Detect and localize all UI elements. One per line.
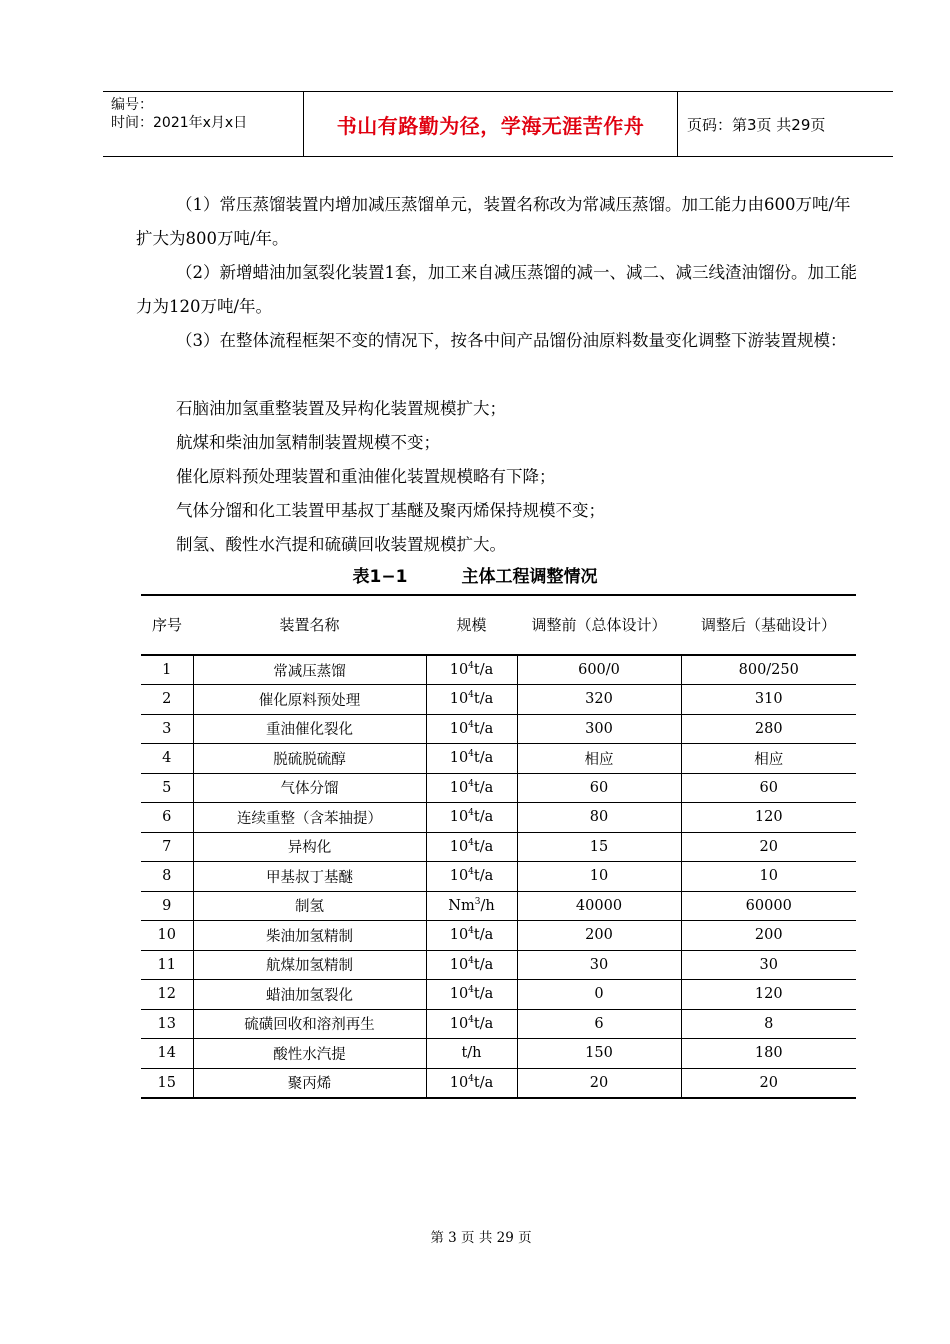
scale-base: 10: [449, 868, 469, 885]
scale-exponent: 3: [474, 896, 481, 907]
table-row: [141, 1009, 856, 1039]
cell-before: 30: [517, 950, 681, 980]
cell-after: 800/250: [681, 655, 856, 685]
cell-scale: [426, 862, 517, 892]
cell-no: 9: [141, 891, 193, 921]
scale-base: Nm: [448, 897, 475, 914]
scale-base: 10: [449, 986, 469, 1003]
cell-no: 11: [141, 950, 193, 980]
cell-before: 40000: [517, 891, 681, 921]
scale-exponent: 4: [468, 926, 474, 937]
table-row: [141, 1068, 856, 1098]
scale-base: 10: [449, 809, 469, 826]
table-row: [141, 921, 856, 951]
header-meta: [111, 96, 247, 132]
list-item: 制氢、酸性水汽提和硫磺回收装置规模扩大。: [176, 535, 506, 554]
scale-base: 10: [449, 1015, 469, 1032]
cell-scale: [426, 744, 517, 774]
table-row: [141, 950, 856, 980]
cell-name: 航煤加氢精制: [193, 950, 426, 980]
cell-no: 6: [141, 803, 193, 833]
cell-before: 10: [517, 862, 681, 892]
cell-scale: [426, 832, 517, 862]
cell-scale: [426, 655, 517, 685]
cell-scale: [426, 773, 517, 803]
cell-name: 连续重整（含苯抽提）: [193, 803, 426, 833]
cell-after: 60: [681, 773, 856, 803]
table-row: [141, 891, 856, 921]
cell-before: 15: [517, 832, 681, 862]
table-row: [141, 1039, 856, 1069]
cell-after: 120: [681, 980, 856, 1010]
cell-after: 180: [681, 1039, 856, 1069]
cell-before: 300: [517, 714, 681, 744]
cell-scale: [426, 685, 517, 715]
cell-scale: [426, 803, 517, 833]
table-row: [141, 803, 856, 833]
table-body: [141, 655, 856, 1098]
scale-unit: t/a: [473, 691, 494, 708]
cell-no: 3: [141, 714, 193, 744]
cell-name: 气体分馏: [193, 773, 426, 803]
cell-after: 200: [681, 921, 856, 951]
scale-base: 10: [449, 750, 469, 767]
scale-unit: t/a: [473, 750, 494, 767]
cell-before: 200: [517, 921, 681, 951]
cell-scale: [426, 714, 517, 744]
cell-no: 15: [141, 1068, 193, 1098]
table-row: [141, 832, 856, 862]
cell-name: 常减压蒸馏: [193, 655, 426, 685]
scale-exponent: 4: [468, 749, 474, 760]
cell-before: 60: [517, 773, 681, 803]
scale-exponent: 4: [468, 778, 474, 789]
cell-no: 4: [141, 744, 193, 774]
scale-base: 10: [449, 838, 469, 855]
cell-no: 14: [141, 1039, 193, 1069]
table-row: [141, 744, 856, 774]
cell-before: 150: [517, 1039, 681, 1069]
cell-after: 相应: [681, 744, 856, 774]
scale-exponent: 4: [468, 719, 474, 730]
scale-unit: t/a: [473, 986, 494, 1003]
cell-before: 600/0: [517, 655, 681, 685]
date-label: 时间：2021年x月x日: [111, 115, 248, 131]
cell-no: 1: [141, 655, 193, 685]
paragraph-2: （2）新增蜡油加氢裂化装置1套，加工来自减压蒸馏的减一、减二、减三线渣油馏份。加工能力为120万吨/年。: [136, 263, 857, 316]
scale-unit: t/a: [473, 809, 494, 826]
cell-after: 8: [681, 1009, 856, 1039]
scale-exponent: 4: [468, 1073, 474, 1084]
cell-scale: [426, 891, 517, 921]
cell-after: 280: [681, 714, 856, 744]
scale-unit: t/a: [473, 838, 494, 855]
header-page-info: 页码：第3页 共29页: [687, 115, 826, 134]
col-header-no: 序号: [141, 595, 193, 655]
list-item: 催化原料预处理装置和重油催化装置规模略有下降；: [176, 467, 556, 486]
scale-base: 10: [449, 956, 469, 973]
serial-label: 编号：: [111, 97, 153, 113]
cell-after: 10: [681, 862, 856, 892]
scale-unit: t/a: [473, 956, 494, 973]
cell-no: 2: [141, 685, 193, 715]
table-title: 主体工程调整情况: [461, 567, 598, 587]
cell-before: 相应: [517, 744, 681, 774]
cell-no: 7: [141, 832, 193, 862]
cell-no: 5: [141, 773, 193, 803]
scale-base: 10: [449, 691, 469, 708]
cell-after: 60000: [681, 891, 856, 921]
cell-name: 重油催化裂化: [193, 714, 426, 744]
scale-exponent: 4: [468, 985, 474, 996]
scale-exponent: 4: [468, 955, 474, 966]
col-header-after: 调整后（基础设计）: [681, 595, 856, 655]
header-motto: 书山有路勤为径，学海无涯苦作舟: [336, 113, 645, 138]
cell-before: 80: [517, 803, 681, 833]
cell-name: 酸性水汽提: [193, 1039, 426, 1069]
scale-unit: t/a: [473, 662, 494, 678]
scale-unit: /h: [480, 897, 495, 914]
scale-unit: t/a: [473, 720, 494, 737]
header-divider: [677, 92, 678, 156]
scale-base: 10: [449, 720, 469, 737]
cell-no: 8: [141, 862, 193, 892]
table-header-row: [141, 595, 856, 655]
col-header-before: 调整前（总体设计）: [517, 595, 681, 655]
cell-scale: [426, 950, 517, 980]
page-header: [103, 91, 893, 157]
table-caption: [0, 562, 950, 587]
cell-name: 甲基叔丁基醚: [193, 862, 426, 892]
paragraph-3: （3）在整体流程框架不变的情况下，按各中间产品馏份油原料数量变化调整下游装置规模：: [176, 331, 847, 350]
cell-name: 脱硫脱硫醇: [193, 744, 426, 774]
scale-unit: t/a: [473, 779, 494, 796]
scale-base: t/h: [461, 1045, 482, 1062]
cell-no: 12: [141, 980, 193, 1010]
main-project-table: [141, 594, 856, 1099]
scale-exponent: 4: [468, 661, 474, 671]
cell-name: 柴油加氢精制: [193, 921, 426, 951]
cell-before: 20: [517, 1068, 681, 1098]
scale-exponent: 4: [468, 690, 474, 701]
table-row: [141, 655, 856, 685]
cell-after: 120: [681, 803, 856, 833]
cell-after: 30: [681, 950, 856, 980]
table-row: [141, 980, 856, 1010]
cell-before: 0: [517, 980, 681, 1010]
scale-base: 10: [449, 1074, 469, 1091]
col-header-scale: 规模: [426, 595, 517, 655]
table-row: [141, 714, 856, 744]
table-row: [141, 862, 856, 892]
scale-unit: t/a: [473, 1015, 494, 1032]
cell-no: 10: [141, 921, 193, 951]
cell-name: 蜡油加氢裂化: [193, 980, 426, 1010]
table-row: [141, 685, 856, 715]
cell-scale: [426, 921, 517, 951]
scale-unit: t/a: [473, 1074, 494, 1091]
paragraph-1: （1）常压蒸馏装置内增加减压蒸馏单元，装置名称改为常减压蒸馏。加工能力由600万吨/年扩大为800万吨/年。: [136, 195, 851, 248]
scale-exponent: 4: [468, 1014, 474, 1025]
table-number: 表1−1: [352, 567, 408, 587]
cell-name: 聚丙烯: [193, 1068, 426, 1098]
cell-scale: [426, 1009, 517, 1039]
scale-base: 10: [449, 662, 469, 678]
cell-name: 硫磺回收和溶剂再生: [193, 1009, 426, 1039]
cell-after: 20: [681, 1068, 856, 1098]
cell-before: 320: [517, 685, 681, 715]
scale-unit: t/a: [473, 868, 494, 885]
page-footer: 第 3 页 共 29 页: [430, 1230, 532, 1246]
cell-scale: [426, 980, 517, 1010]
cell-no: 13: [141, 1009, 193, 1039]
scale-unit: t/a: [473, 927, 494, 944]
scale-base: 10: [449, 779, 469, 796]
scale-base: 10: [449, 927, 469, 944]
list-item: 航煤和柴油加氢精制装置规模不变；: [176, 433, 440, 452]
scale-exponent: 4: [468, 837, 474, 848]
cell-name: 异构化: [193, 832, 426, 862]
cell-name: 催化原料预处理: [193, 685, 426, 715]
cell-after: 20: [681, 832, 856, 862]
cell-scale: [426, 1068, 517, 1098]
cell-before: 6: [517, 1009, 681, 1039]
scale-exponent: 4: [468, 808, 474, 819]
list-item: 石脑油加氢重整装置及异构化装置规模扩大；: [176, 399, 506, 418]
scale-exponent: 4: [468, 867, 474, 878]
col-header-name: 装置名称: [193, 595, 426, 655]
cell-after: 310: [681, 685, 856, 715]
table-row: [141, 773, 856, 803]
cell-name: 制氢: [193, 891, 426, 921]
cell-scale: [426, 1039, 517, 1069]
list-item: 气体分馏和化工装置甲基叔丁基醚及聚丙烯保持规模不变；: [176, 501, 605, 520]
